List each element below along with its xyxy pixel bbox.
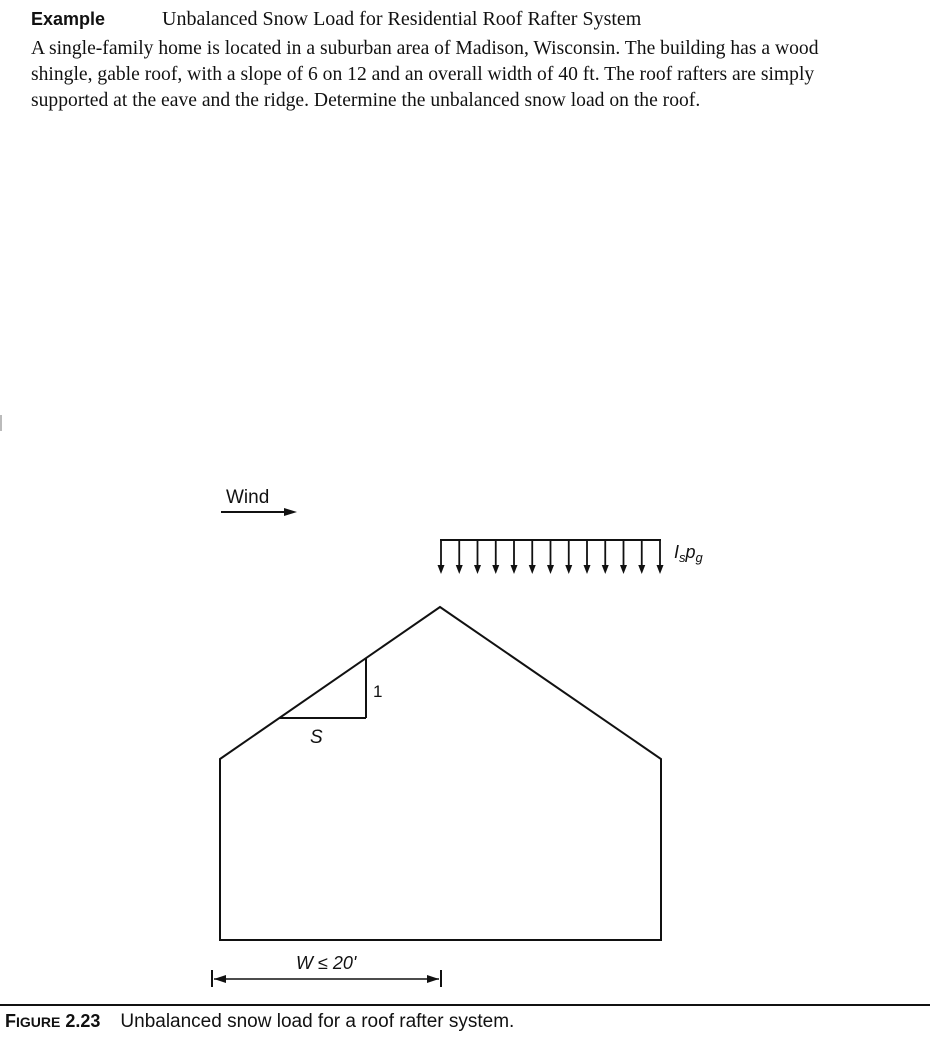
load-arrow	[529, 540, 536, 574]
scan-edge-mark	[0, 415, 2, 431]
load-arrow	[438, 540, 445, 574]
caption-text: Unbalanced snow load for a roof rafter system.	[120, 1011, 515, 1032]
slope-run-label: S	[310, 727, 323, 748]
load-arrow	[492, 540, 499, 574]
width-label: W ≤ 20'	[296, 953, 357, 973]
example-heading	[31, 9, 931, 35]
figure-caption	[5, 1011, 514, 1033]
load-arrow	[565, 540, 572, 574]
problem-line: A single-family home is located in a suburban area of Madison, Wisconsin. The building has a wood	[31, 38, 819, 59]
snow-load-arrows	[438, 540, 664, 574]
slope-rise-label: 1	[373, 682, 383, 701]
load-arrow	[638, 540, 645, 574]
caption-rule	[0, 1004, 930, 1006]
example-title: Unbalanced Snow Load for Residential Roof Rafter System	[162, 8, 642, 30]
load-arrow	[657, 540, 664, 574]
load-arrow	[584, 540, 591, 574]
load-arrow	[620, 540, 627, 574]
problem-line: shingle, gable roof, with a slope of 6 on 12 and an overall width of 40 ft. The roof rafters are simply	[31, 64, 815, 85]
wind-label: Wind	[226, 487, 270, 508]
building-outline	[220, 607, 661, 940]
load-arrow	[456, 540, 463, 574]
problem-line: supported at the eave and the ridge. Determine the unbalanced snow load on the roof.	[31, 90, 701, 111]
roof-figure	[0, 470, 935, 1000]
example-label: Example	[31, 9, 106, 29]
load-arrow	[474, 540, 481, 574]
load-arrow	[602, 540, 609, 574]
load-symbol: $I_sp_g$	[674, 542, 703, 565]
wind-arrow	[221, 508, 297, 516]
load-arrow	[511, 540, 518, 574]
caption-label: FIGURE 2.23	[5, 1011, 101, 1031]
load-arrow	[547, 540, 554, 574]
problem-statement	[31, 36, 931, 114]
